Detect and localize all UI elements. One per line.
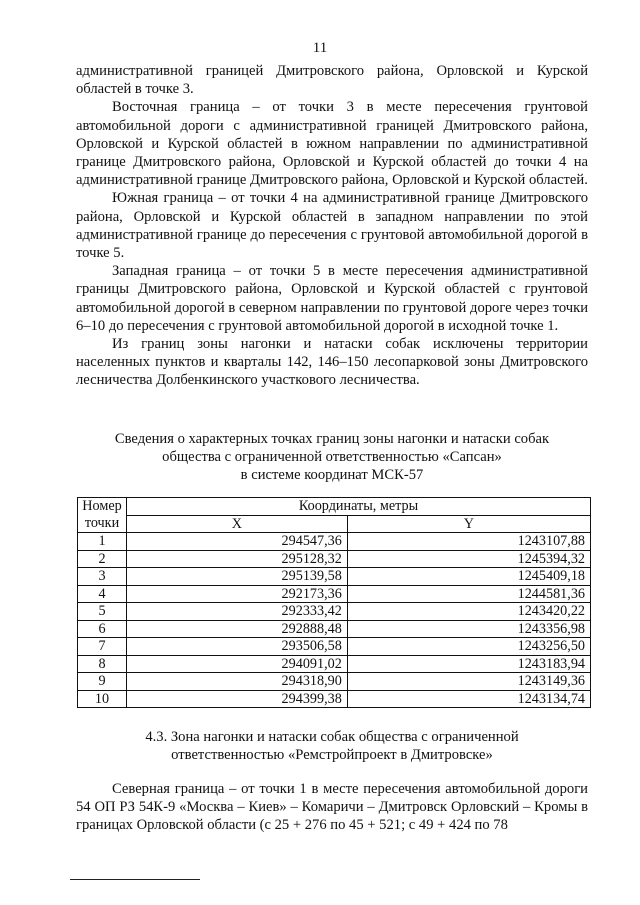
cell-number: 8 (78, 655, 127, 673)
table-row (78, 568, 591, 586)
cell-number: 10 (78, 690, 127, 708)
cell-x: 294318,90 (127, 673, 348, 691)
cell-number: 6 (78, 620, 127, 638)
table-row (78, 673, 591, 691)
paragraph-south-border: Южная граница – от точки 4 на административной границе Дмитровского района, Орловской и Курской областей в западном направлении по этой административной границе до пересечения с грунтовой автомобильной дорогой в точке 5. (76, 190, 588, 262)
page-number: 11 (312, 40, 328, 56)
paragraph-east-border: Восточная граница – от точки 3 в месте пересечения грунтовой автомобильной дороги с административной границей Дмитровского района, Орловской и Курской областей в южном направлении по административной границе Дмитровского района, Орловской и Курской областей до точки 4 на административной границе Дмитровского района, Орловской и Курской областей. (76, 99, 588, 189)
cell-number: 4 (78, 585, 127, 603)
cell-x: 294399,38 (127, 690, 348, 708)
table-row (78, 585, 591, 603)
cell-y: 1243134,74 (347, 690, 590, 708)
cell-y: 1243356,98 (347, 620, 590, 638)
table-row (78, 603, 591, 621)
cell-y: 1243420,22 (347, 603, 590, 621)
section-body (76, 780, 588, 835)
header-coordinates: Координаты, метры (127, 498, 591, 516)
cell-y: 1245394,32 (347, 550, 590, 568)
paragraph-west-border: Западная граница – от точки 5 в месте пересечения административной границы Дмитровского района, Орловской и Курской областей с грунтовой автомобильной дорогой в северном направлении по грунтовой дороге через точки 6–10 до пересечения с грунтовой автомобильной дорогой в исходной точке 1. (76, 263, 588, 334)
table-row (78, 620, 591, 638)
cell-x: 293506,58 (127, 638, 348, 656)
header-y: Y (347, 515, 590, 533)
caption-line: Сведения о характерных точках границ зоны нагонки и натаски собак (114, 431, 550, 447)
cell-y: 1243149,36 (347, 673, 590, 691)
caption-line: общества с ограниченной ответственностью «Сапсан» (162, 449, 502, 466)
paragraph-exclusions: Из границ зоны нагонки и натаски собак исключены территории населенных пунктов и кварталы 142, 146–150 лесопарковой зоны Дмитровского лесничества Долбенкинского участкового лесничества. (76, 336, 588, 389)
caption-line: в системе координат МСК-57 (240, 467, 424, 484)
header-point-number: Номер (78, 498, 127, 516)
section-title-line: 4.3. Зона нагонки и натаски собак общества с ограниченной (145, 729, 519, 745)
header-x: X (127, 515, 348, 533)
cell-y: 1244581,36 (347, 585, 590, 603)
cell-y: 1243107,88 (347, 533, 590, 551)
cell-y: 1243256,50 (347, 638, 590, 656)
table-row (78, 690, 591, 708)
cell-number: 9 (78, 673, 127, 691)
body-text (76, 62, 588, 390)
cell-number: 1 (78, 533, 127, 551)
table-row (78, 638, 591, 656)
cell-number: 7 (78, 638, 127, 656)
cell-x: 292173,36 (127, 585, 348, 603)
paragraph-north-border: Северная граница – от точки 1 в месте пересечения автомобильной дороги 54 ОП РЗ 54К-9 «Москва – Киев» – Комаричи – Дмитровск Орловский – Кромы в границах Орловской области (с 25 + 276 по 45 + 521; с 49 + 424 по 78 (76, 781, 588, 834)
coordinates-table (77, 497, 591, 708)
table-row (78, 550, 591, 568)
cell-y: 1243183,94 (347, 655, 590, 673)
cell-number: 3 (78, 568, 127, 586)
cell-x: 294547,36 (127, 533, 348, 551)
cell-number: 5 (78, 603, 127, 621)
cell-y: 1245409,18 (347, 568, 590, 586)
footnote-divider (70, 879, 200, 880)
table-row (78, 533, 591, 551)
section-title-line: ответственностью «Ремстройпроект в Дмитровске» (171, 747, 493, 764)
cell-x: 294091,02 (127, 655, 348, 673)
paragraph-continuation: административной границей Дмитровского района, Орловской и Курской областей в точке 3. (76, 63, 588, 98)
cell-number: 2 (78, 550, 127, 568)
table-caption (76, 430, 588, 485)
cell-x: 292333,42 (127, 603, 348, 621)
header-point-number-2: точки (78, 515, 127, 533)
cell-x: 292888,48 (127, 620, 348, 638)
cell-x: 295139,58 (127, 568, 348, 586)
cell-x: 295128,32 (127, 550, 348, 568)
table-row (78, 655, 591, 673)
section-title (76, 728, 588, 764)
